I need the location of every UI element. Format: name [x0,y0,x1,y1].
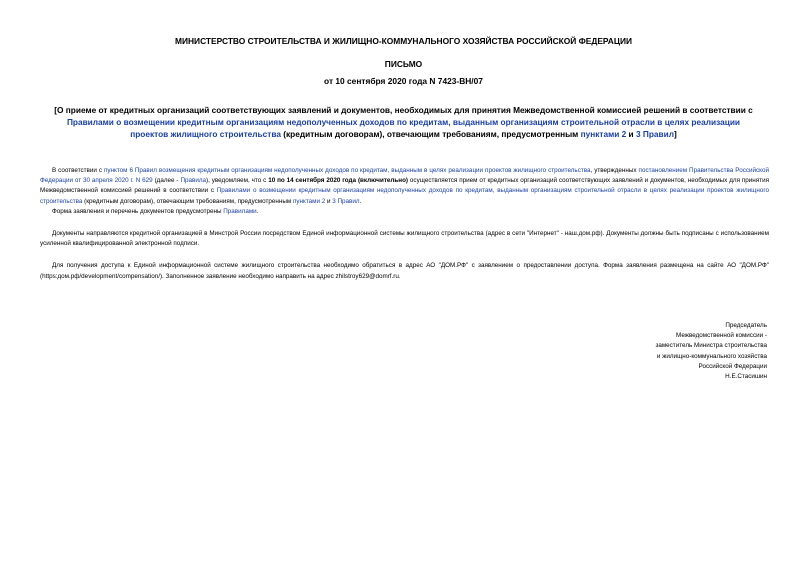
link-item-3-rules[interactable]: 3 Правил [635,129,675,139]
paragraph-4: Для получения доступа к Единой информационной системе жилищного строительства необходимо обратиться в адрес АО "ДОМ.РФ" с заявлением о предоставлении доступа. Форма заявления размещена на сайте АО "ДОМ.РФ" (https:дом.рф/development/compensation/). Заполненное заявление необходимо направить на адрес zhilstroy629@domrf.ru. [40,262,769,280]
paragraph-2 [40,207,769,217]
p1-text: и [325,197,333,205]
p2-text: Форма заявления и перечень документов предусмотрены [52,207,224,215]
p1-text: . [359,197,362,205]
signature-line: заместитель Министра строительства [655,342,767,350]
date-range-bold: 10 по 14 сентября 2020 года (включительно) [268,177,409,185]
p1-text: (далее - [152,177,181,185]
link-rules-short[interactable]: Правила [180,177,207,185]
link-rules-compensation[interactable]: Правилами о возмещении кредитным организациям недополученных доходов по кредитам, выданным организациям строительной отрасли в целях реализации проектов жилищного строительства [40,187,770,205]
p1-text: В соответствии с [52,167,104,174]
paragraph-3: Документы направляются кредитной организацией в Минстрой России посредством Единой информационной системы жилищного строительства (адрес в сети "Интернет" - наш.дом.рф). Документы должны быть подписаны с использованием усиленной квалифицированной электронной подписи. [40,230,769,248]
link-rules[interactable]: Правилами о возмещении кредитным организациям недополученных доходов по кредитам, выданным организациям строительной отрасли в целях реализации проектов жилищного строительства [66,117,741,139]
p1-text: (кредитным договорам), отвечающим требованиям, предусмотренным [82,197,293,205]
link-items-2-body[interactable]: пунктами 2 [292,197,326,205]
link-items-2[interactable]: пунктами 2 [580,129,627,139]
ministry-heading: МИНИСТЕРСТВО СТРОИТЕЛЬСТВА И ЖИЛИЩНО-КОММУНАЛЬНОГО ХОЗЯЙСТВА РОССИЙСКОЙ ФЕДЕРАЦИИ [175,36,632,46]
signature-line: Председатель [725,322,767,329]
signature-line: Российской Федерации [698,362,767,370]
document-subject [52,104,755,140]
signature-line: Межведомственной комиссии - [676,332,767,340]
link-item-3-body[interactable]: 3 Правил [332,197,360,205]
p1-text: осуществляется прием от кредитных организаций соответствующих заявлений и документов, необходимых для принятия Межведомственной комиссией решений в соответствии с [40,177,770,195]
paragraph-1 [40,166,769,207]
link-rules-item-6[interactable]: пунктом 6 Правил возмещения кредитным организациям недополученных доходов по кредитам, выданным в целях реализации проектов жилищного строительства [103,167,591,174]
subject-text-4: ] [674,129,677,139]
link-government-decree[interactable]: постановлением Правительства Российской Федерации от 30 апреля 2020 г. N 629 [40,167,770,185]
document-type: ПИСЬМО [384,59,423,69]
document-date-number: от 10 сентября 2020 года N 7423-ВН/07 [324,76,483,86]
document-body [40,166,769,282]
p1-text: , утвержденных [590,167,639,174]
signature-line: и жилищно-коммунального хозяйства [656,352,767,360]
link-rules-forms[interactable]: Правилами [223,207,257,215]
subject-text-1: [О приеме от кредитных организаций соответствующих заявлений и документов, необходимых для принятия Межведомственной комиссией решений в соответствии с [54,105,753,115]
p1-text: ), уведомляем, что с [206,177,269,185]
p2-text: . [256,207,259,215]
signatory-name: Н.Е.Стасишин [725,373,767,381]
signature-block [655,321,767,382]
subject-text-2: (кредитным договорам), отвечающим требованиям, предусмотренным [280,129,581,139]
subject-text-3: и [626,129,636,139]
